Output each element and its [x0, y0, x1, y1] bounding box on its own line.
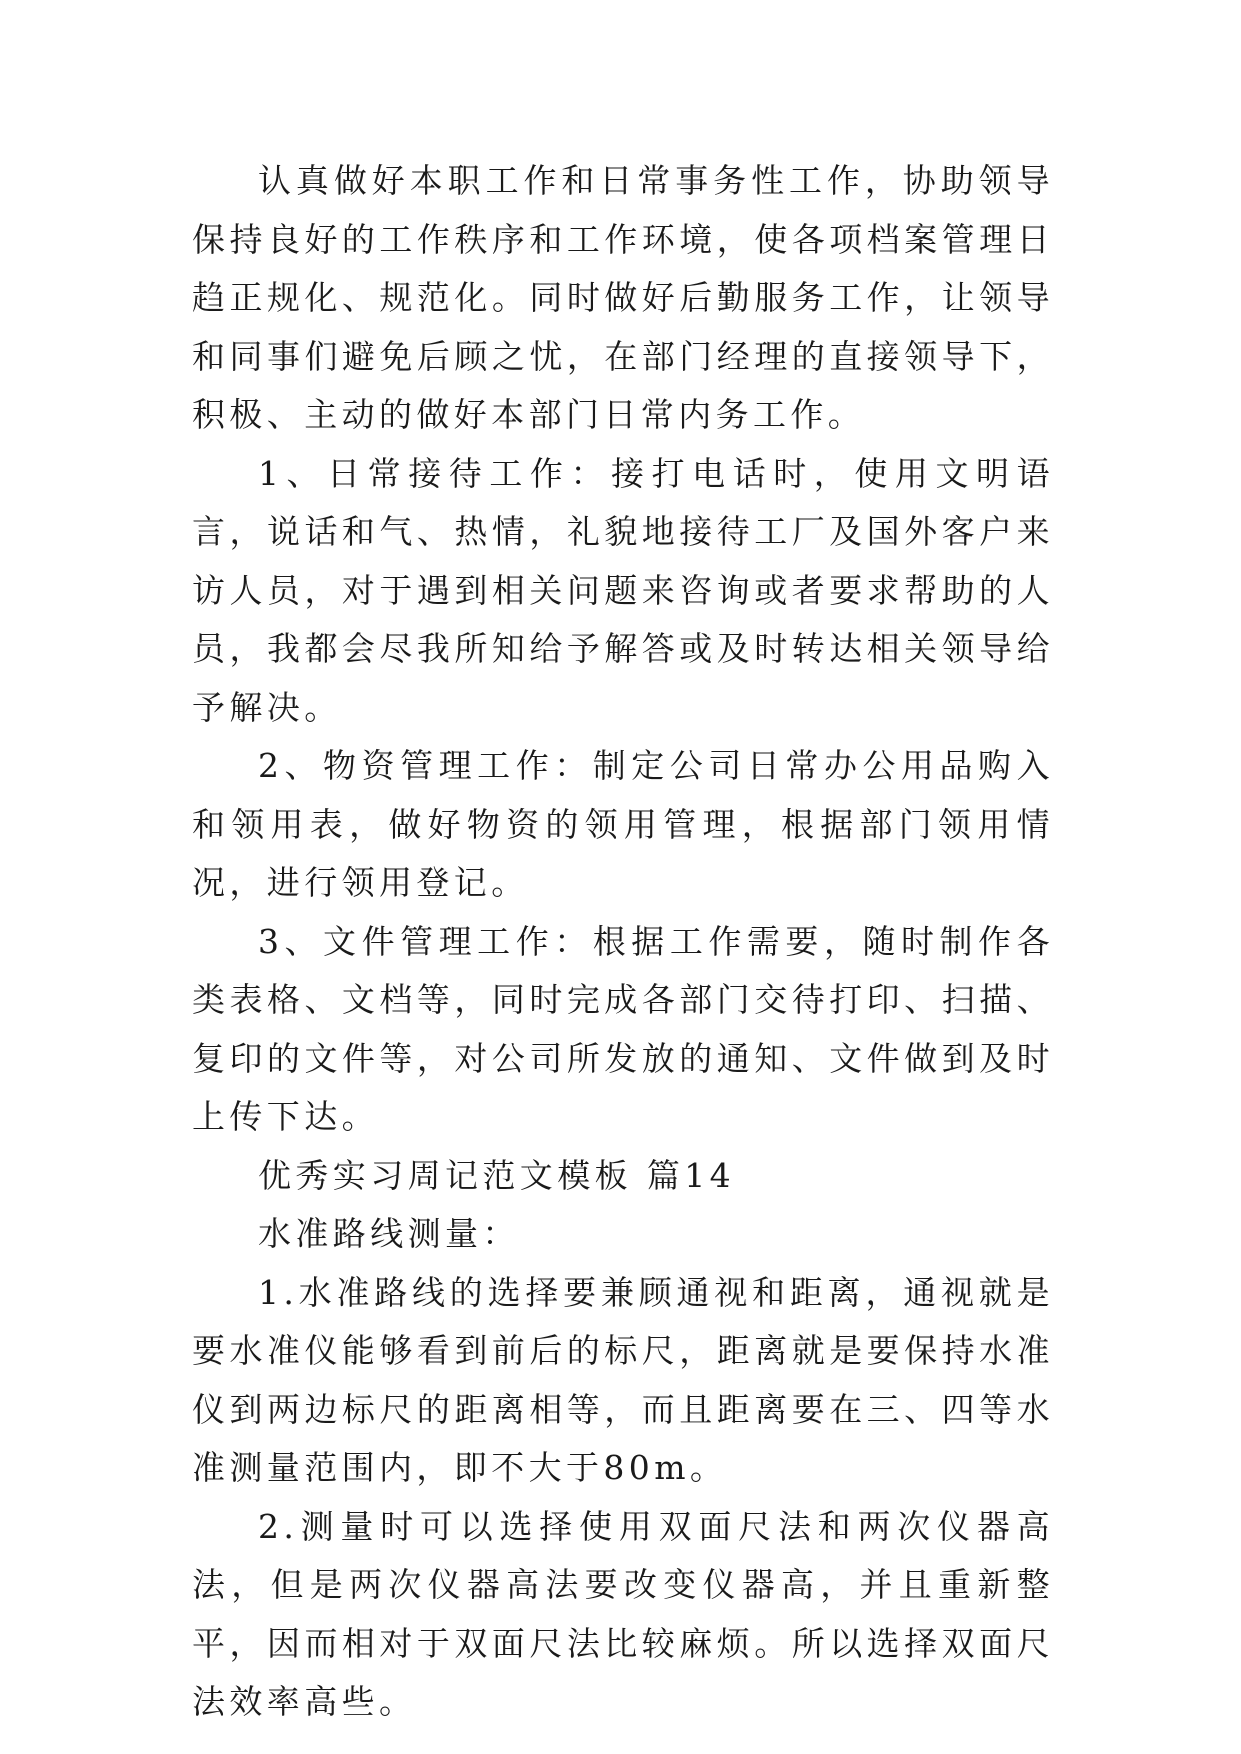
- paragraph-route-selection: 1.水准路线的选择要兼顾通视和距离，通视就是要水准仪能够看到前后的标尺，距离就是要保持水准仪到两边标尺的距离相等，而且距离要在三、四等水准测量范围内，即不大于80m。: [192, 1272, 1054, 1487]
- paragraph-supplies-management: 2、物资管理工作：制定公司日常办公用品购入和领用表，做好物资的领用管理，根据部门领用情况，进行领用登记。: [192, 746, 1054, 902]
- document-body: [192, 152, 1054, 1732]
- paragraph-file-management: 3、文件管理工作：根据工作需要，随时制作各类表格、文档等，同时完成各部门交待打印、扫描、复印的文件等，对公司所发放的通知、文件做到及时上传下达。: [192, 921, 1054, 1136]
- paragraph-measurement-method: 2.测量时可以选择使用双面尺法和两次仪器高法，但是两次仪器高法要改变仪器高，并且重新整平，因而相对于双面尺法比较麻烦。所以选择双面尺法效率高些。: [192, 1506, 1054, 1721]
- section-heading: 优秀实习周记范文模板 篇14: [258, 1155, 736, 1195]
- subheading-leveling-survey: 水准路线测量：: [258, 1214, 520, 1253]
- paragraph-reception-work: 1、日常接待工作：接打电话时，使用文明语言，说话和气、热情，礼貌地接待工厂及国外客户来访人员，对于遇到相关问题来咨询或者要求帮助的人员，我都会尽我所知给予解答或及时转达相关领导给予解决。: [192, 453, 1054, 727]
- paragraph-intro: 认真做好本职工作和日常事务性工作，协助领导保持良好的工作秩序和工作环境，使各项档案管理日趋正规化、规范化。同时做好后勤服务工作，让领导和同事们避免后顾之忧，在部门经理的直接领导下，积极、主动的做好本部门日常内务工作。: [192, 161, 1054, 434]
